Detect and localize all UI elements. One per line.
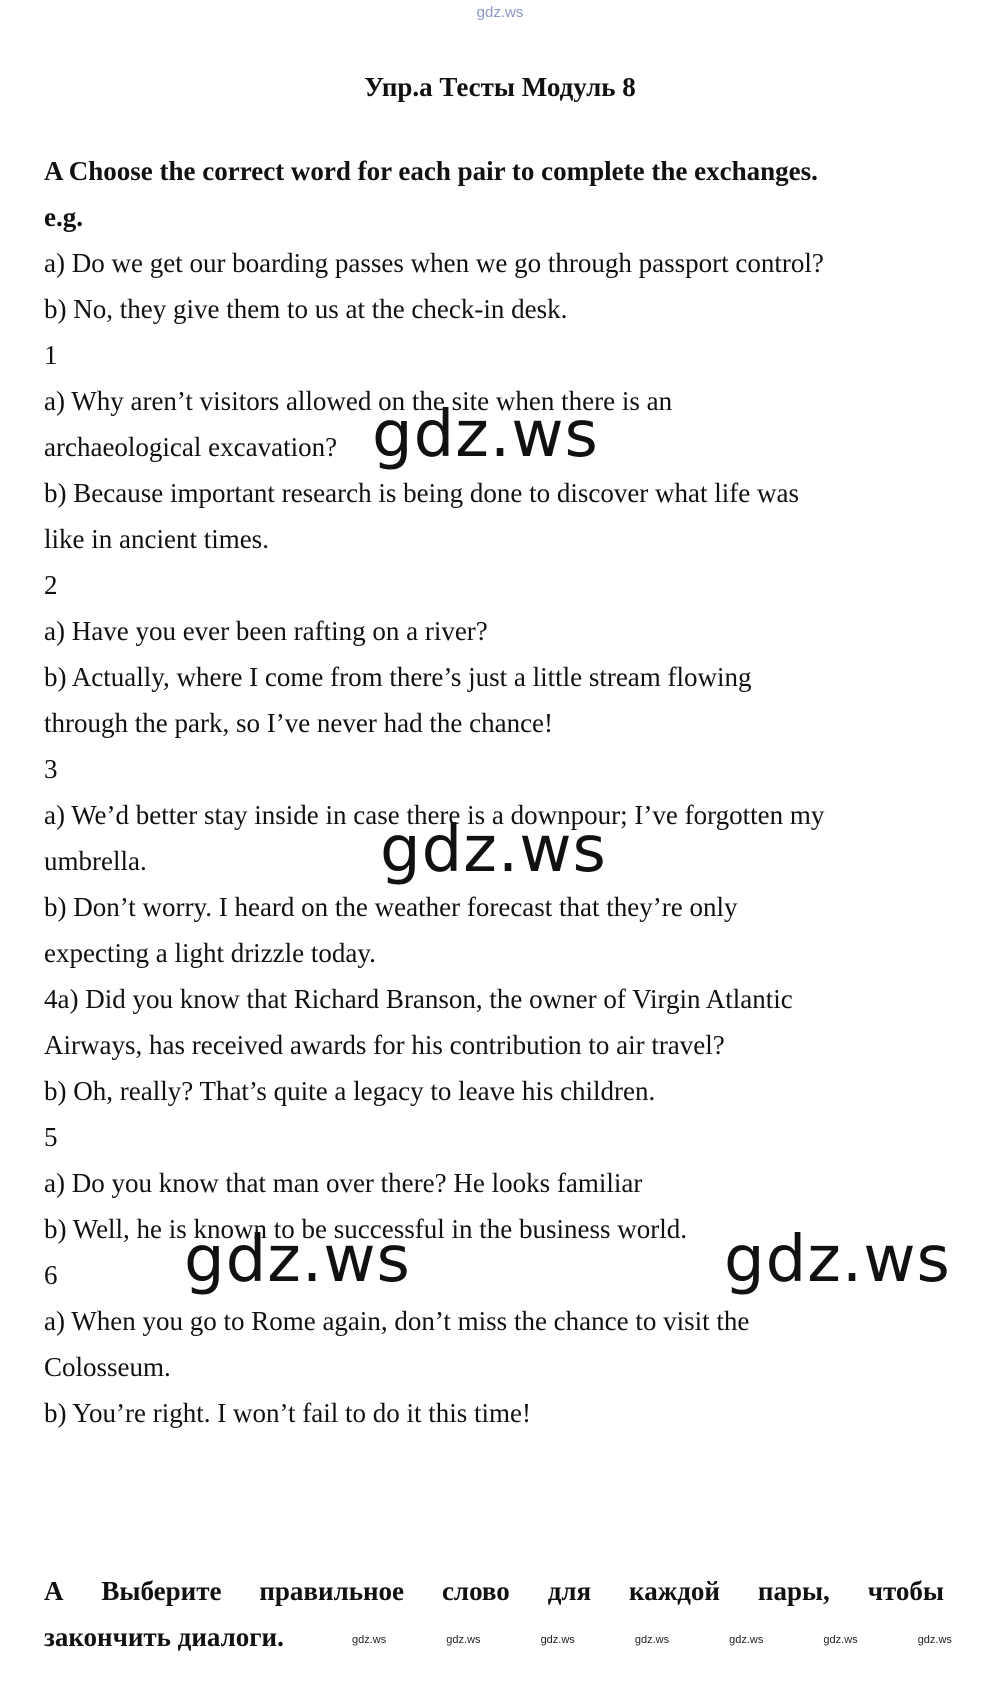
heading-word: для <box>547 1576 592 1606</box>
heading-word: Выберите <box>101 1576 222 1606</box>
text-line: a) Have you ever been rafting on a river? <box>44 616 488 646</box>
text-line: through the park, so I’ve never had the chance! <box>44 708 554 738</box>
item-number: 3 <box>44 754 58 784</box>
heading-word: чтобы <box>867 1576 944 1606</box>
heading-word: каждой <box>629 1576 720 1606</box>
item-number: 6 <box>44 1260 58 1290</box>
text-line: b) Oh, really? That’s quite a legacy to leave his children. <box>44 1076 656 1106</box>
watermark: gdz.ws <box>724 1223 951 1297</box>
small-watermark: gdz.ws <box>446 1634 481 1646</box>
text-line: b) Well, he is known to be successful in the business world. <box>44 1214 687 1244</box>
text-line: Colosseum. <box>44 1352 171 1382</box>
text-line: archaeological excavation? <box>44 432 338 462</box>
text-line: b) Because important research is being done to discover what life was <box>44 478 799 508</box>
watermark: gdz.ws <box>184 1223 411 1297</box>
russian-task-heading <box>44 1568 944 1660</box>
watermark: gdz.ws <box>380 813 607 887</box>
text-line: a) Why aren’t visitors allowed on the site when there is an <box>44 386 673 416</box>
small-watermark: gdz.ws <box>729 1634 764 1646</box>
text-line: expecting a light drizzle today. <box>44 938 376 968</box>
small-watermark-row <box>352 1634 952 1646</box>
text-line: a) When you go to Rome again, don’t miss the chance to visit the <box>44 1306 750 1336</box>
item-number: 1 <box>44 340 58 370</box>
task-heading: A Choose the correct word for each pair to complete the exchanges. <box>44 156 818 186</box>
russian-heading-line1 <box>44 1568 944 1614</box>
russian-heading-line2: закончить диалоги. <box>44 1622 284 1652</box>
text-line: a) We’d better stay inside in case there is a downpour; I’ve forgotten my <box>44 800 825 830</box>
page-title: Упр.a Тесты Модуль 8 <box>364 72 636 102</box>
item-number: 2 <box>44 570 58 600</box>
small-watermark: gdz.ws <box>352 1634 387 1646</box>
watermark: gdz.ws <box>372 398 599 472</box>
text-line: a) Do you know that man over there? He looks familiar <box>44 1168 643 1198</box>
text-line: a) Do we get our boarding passes when we go through passport control? <box>44 248 824 278</box>
small-watermark: gdz.ws <box>634 1634 670 1646</box>
heading-word: правильное <box>259 1576 405 1606</box>
item-number: 5 <box>44 1122 58 1152</box>
text-line: b) No, they give them to us at the check-in desk. <box>44 294 568 324</box>
text-line: umbrella. <box>44 846 147 876</box>
text-line: b) You’re right. I won’t fail to do it this time! <box>44 1398 531 1428</box>
small-watermark: gdz.ws <box>823 1634 858 1646</box>
small-watermark: gdz.ws <box>917 1634 952 1646</box>
example-label: e.g. <box>44 202 83 232</box>
text-line: 4a) Did you know that Richard Branson, the owner of Virgin Atlantic <box>44 984 793 1014</box>
text-line: like in ancient times. <box>44 524 269 554</box>
small-watermark: gdz.ws <box>540 1634 575 1646</box>
text-line: b) Actually, where I come from there’s just a little stream flowing <box>44 662 752 692</box>
heading-word: слово <box>441 1576 510 1606</box>
text-line: b) Don’t worry. I heard on the weather forecast that they’re only <box>44 892 738 922</box>
heading-word: A <box>44 1576 64 1606</box>
top-watermark: gdz.ws <box>476 4 524 21</box>
heading-word: пары, <box>757 1576 830 1606</box>
text-line: Airways, has received awards for his contribution to air travel? <box>44 1030 725 1060</box>
